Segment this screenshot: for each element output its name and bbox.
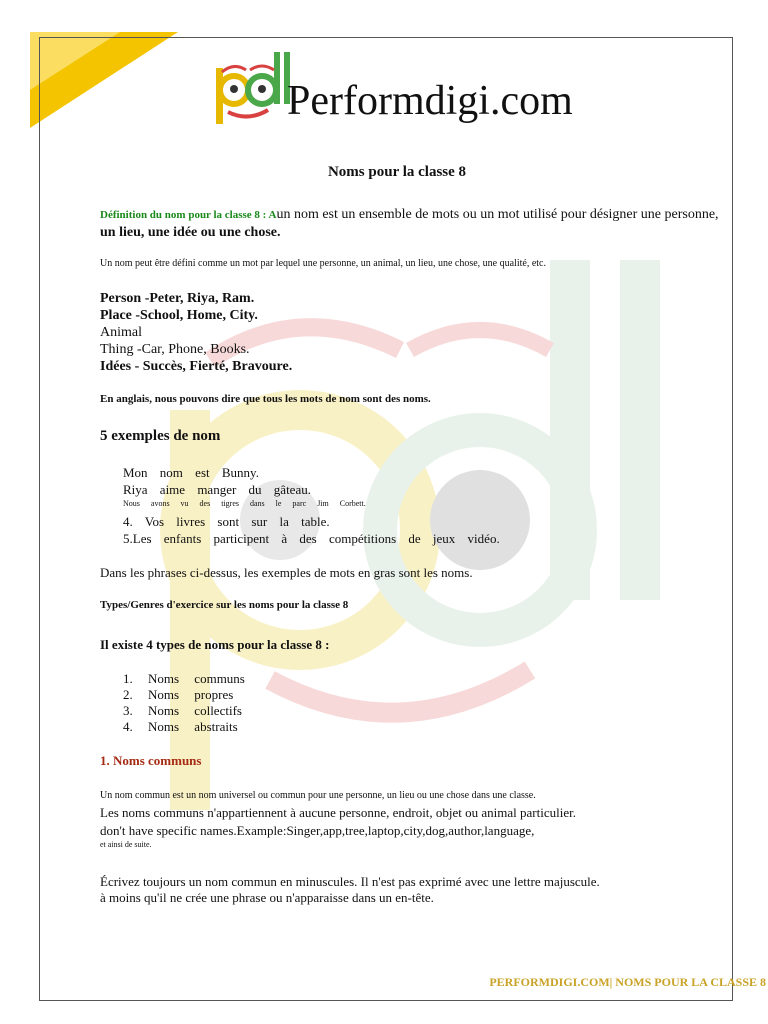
example-item: 5.Les enfants participent à des compétitions de jeux vidéo.: [123, 531, 500, 546]
category-place: Place -School, Home, City.: [100, 308, 258, 323]
section-line: Un nom commun est un nom universel ou commun pour une personne, un lieu ou une chose dans une classe.: [100, 790, 536, 801]
category-person: Person -Peter, Riya, Ram.: [100, 291, 255, 306]
example-item: 4. Vos livres sont sur la table.: [123, 514, 330, 529]
definition-label: Définition du nom pour la classe 8 : A: [100, 209, 277, 221]
examples-heading: 5 exemples de nom: [100, 428, 221, 444]
definition-text: un nom est un ensemble de mots ou un mot utilisé pour désigner une personne,: [276, 207, 719, 222]
list-number: 4.: [123, 719, 133, 734]
page-footer: PERFORMDIGI.COM| NOMS POUR LA CLASSE 8: [489, 975, 766, 989]
types-list-item: [123, 687, 233, 703]
example-item: Nous avons vu des tigres dans le parc Jim Corbett.: [123, 499, 366, 508]
section-heading-noms-communs: 1. Noms communs: [100, 753, 202, 768]
section-line: don't have specific names.Example:Singer,app,tree,laptop,city,dog,author,language,: [100, 823, 535, 838]
list-label: Noms abstraits: [148, 719, 238, 734]
section-line: Les noms communs n'appartiennent à aucune personne, endroit, objet ou animal particulier.: [100, 805, 576, 820]
list-label: Noms collectifs: [148, 703, 242, 718]
section-paragraph: Écrivez toujours un nom commun en minuscules. Il n'est pas exprimé avec une lettre majuscule.: [100, 874, 600, 889]
english-note: En anglais, nous pouvons dire que tous les mots de nom sont des noms.: [100, 393, 431, 405]
types-intro: Il existe 4 types de noms pour la classe 8 :: [100, 637, 330, 652]
example-item: Riya aime manger du gâteau.: [123, 482, 311, 497]
example-item: Mon nom est Bunny.: [123, 465, 259, 480]
list-number: 1.: [123, 671, 133, 686]
list-label: Noms communs: [148, 671, 245, 686]
category-ideas: Idées - Succès, Fierté, Bravoure.: [100, 359, 293, 374]
types-list-item: [123, 671, 245, 687]
site-title: Performdigi.com: [287, 78, 573, 124]
paragraph-definition: Un nom peut être défini comme un mot par lequel une personne, un animal, un lieu, une chose, une qualité, etc.: [100, 258, 546, 269]
performdigi-logo: [212, 48, 292, 128]
category-thing: Thing -Car, Phone, Books.: [100, 342, 250, 357]
types-list-item: [123, 719, 238, 735]
types-list-item: [123, 703, 242, 719]
document-title: Noms pour la classe 8: [327, 164, 467, 180]
category-animal: Animal: [100, 325, 142, 340]
section-paragraph: à moins qu'il ne crée une phrase ou n'apparaisse dans un en-tête.: [100, 890, 434, 905]
list-number: 2.: [123, 687, 133, 702]
definition-line-2: un lieu, une idée ou une chose.: [100, 225, 281, 240]
list-number: 3.: [123, 703, 133, 718]
phrases-note: Dans les phrases ci-dessus, les exemples de mots en gras sont les noms.: [100, 565, 473, 580]
types-heading: Types/Genres d'exercice sur les noms pour la classe 8: [100, 599, 349, 611]
definition-line: [100, 207, 719, 223]
list-label: Noms propres: [148, 687, 234, 702]
section-line: et ainsi de suite.: [100, 840, 152, 849]
